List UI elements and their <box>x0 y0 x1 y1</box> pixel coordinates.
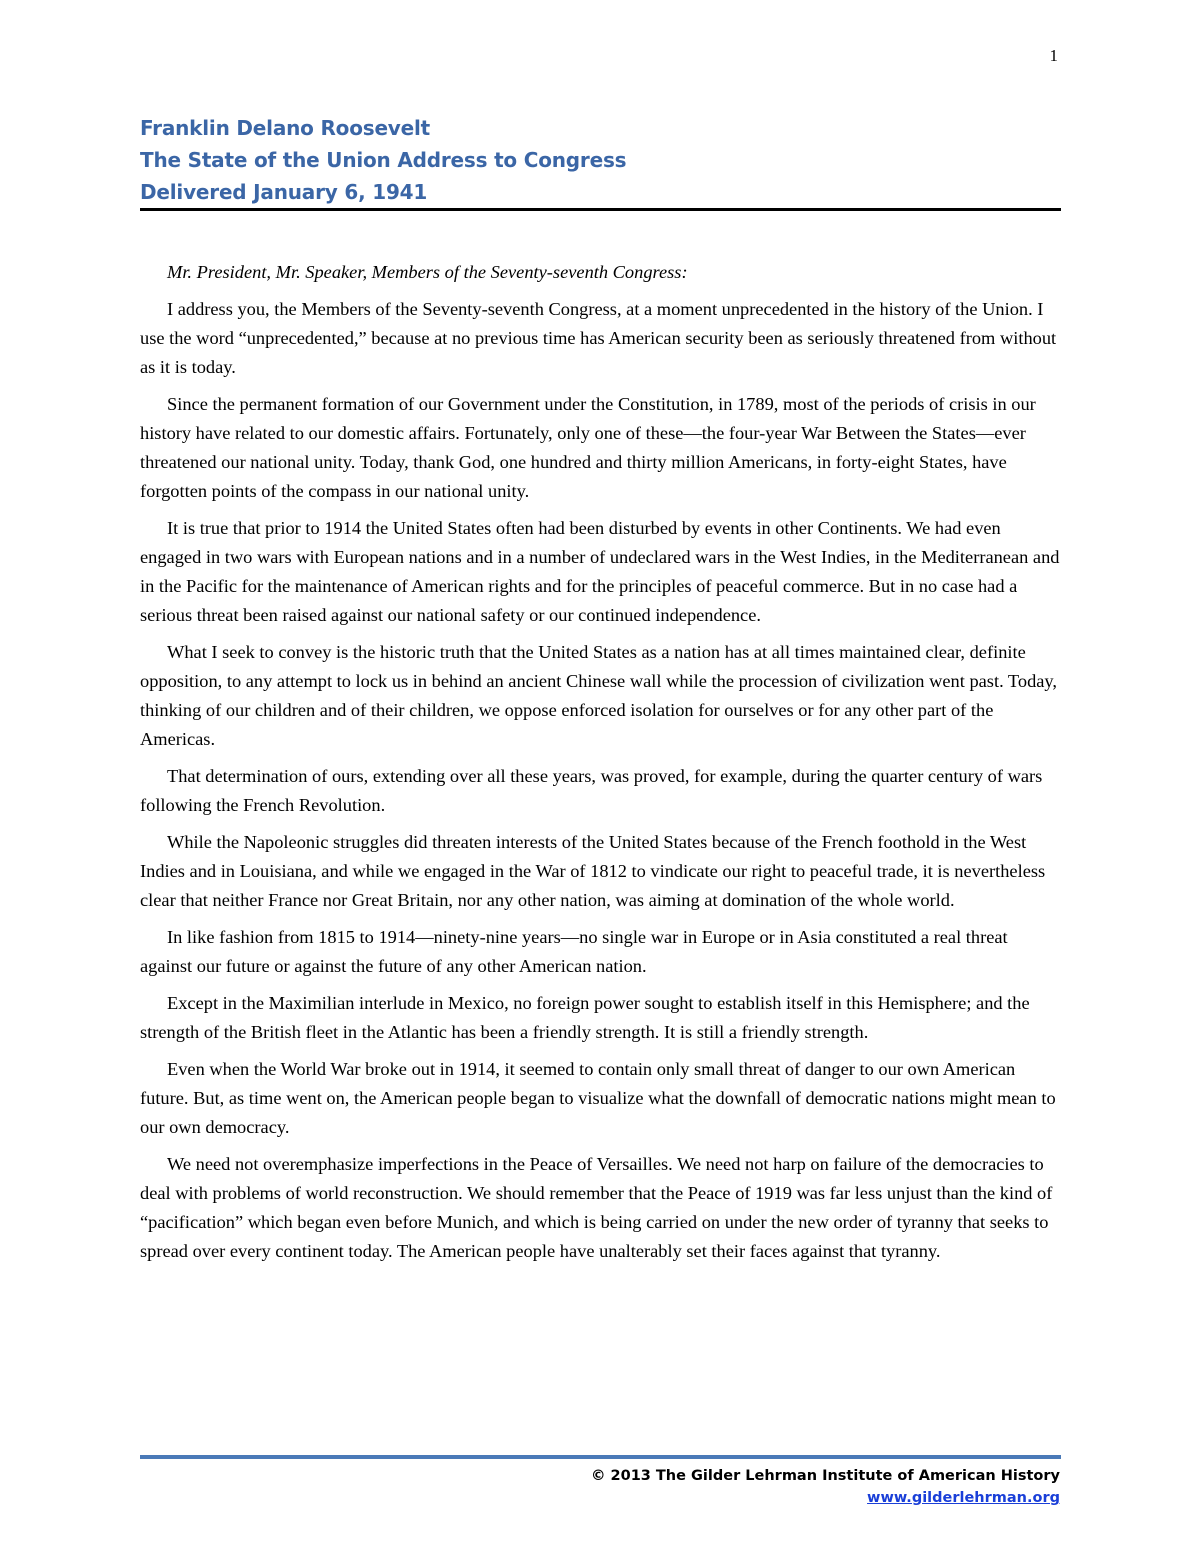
paragraph-9: Even when the World War broke out in 1914, it seemed to contain only small threat of danger to our own American future. But, as time went on, the American people began to visualize what the downfall of democratic nations might mean to our own democracy. <box>140 1059 1056 1137</box>
speech-body <box>140 258 1062 1274</box>
copyright-notice: © 2013 The Gilder Lehrman Institute of American History <box>590 1468 1060 1484</box>
page-number: 1 <box>1049 46 1058 65</box>
paragraph-2: Since the permanent formation of our Government under the Constitution, in 1789, most of the periods of crisis in our history have related to our domestic affairs. Fortunately, only one of these—the four-year War Between the States—ever threatened our national unity. Today, thank God, one hundred and thirty million Americans, in forty-eight States, have forgotten points of the compass in our national unity. <box>140 394 1036 501</box>
document-title: The State of the Union Address to Congress <box>140 148 627 172</box>
document-header <box>140 112 1060 208</box>
website-link[interactable]: www.gilderlehrman.org <box>867 1490 1060 1506</box>
paragraph-3: It is true that prior to 1914 the United States often had been disturbed by events in other Continents. We had even engaged in two wars with European nations and in a number of undeclared wars in the West Indies, in the Mediterranean and in the Pacific for the maintenance of American rights and for the principles of peaceful commerce. But in no case had a serious threat been raised against our national safety or our continued independence. <box>140 518 1060 625</box>
paragraph-6: While the Napoleonic struggles did threaten interests of the United States because of the French foothold in the West Indies and in Louisiana, and while we engaged in the War of 1812 to vindicate our right to peaceful trade, it is nevertheless clear that neither France nor Great Britain, nor any other nation, was aiming at domination of the whole world. <box>140 832 1046 910</box>
salutation: Mr. President, Mr. Speaker, Members of the Seventy-seventh Congress: <box>167 262 688 282</box>
paragraph-4: What I seek to convey is the historic truth that the United States as a nation has at all times maintained clear, definite opposition, to any attempt to lock us in behind an ancient Chinese wall while the procession of civilization went past. Today, thinking of our children and of their children, we oppose enforced isolation for ourselves or for any other part of the Americas. <box>140 642 1058 749</box>
delivery-date: Delivered January 6, 1941 <box>140 180 428 204</box>
paragraph-5: That determination of ours, extending over all these years, was proved, for example, during the quarter century of wars following the French Revolution. <box>140 766 1043 815</box>
author-name: Franklin Delano Roosevelt <box>140 116 431 140</box>
footer-divider <box>140 1455 1061 1459</box>
document-footer <box>591 1465 1060 1509</box>
paragraph-10: We need not overemphasize imperfections in the Peace of Versailles. We need not harp on failure of the democracies to deal with problems of world reconstruction. We should remember that the Peace of 1919 was far less unjust than the kind of “pacification” which began even before Munich, and which is being carried on under the new order of tyranny that seeks to spread over every continent today. The American people have unalterably set their faces against that tyranny. <box>140 1154 1053 1261</box>
paragraph-8: Except in the Maximilian interlude in Mexico, no foreign power sought to establish itself in this Hemisphere; and the strength of the British fleet in the Atlantic has been a friendly strength. It is still a friendly strength. <box>140 993 1030 1042</box>
paragraph-1: I address you, the Members of the Seventy-seventh Congress, at a moment unprecedented in the history of the Union. I use the word “unprecedented,” because at no previous time has American security been as seriously threatened from without as it is today. <box>140 299 1057 377</box>
paragraph-7: In like fashion from 1815 to 1914—ninety-nine years—no single war in Europe or in Asia constituted a real threat against our future or against the future of any other American nation. <box>140 927 1008 976</box>
header-divider <box>140 208 1061 211</box>
